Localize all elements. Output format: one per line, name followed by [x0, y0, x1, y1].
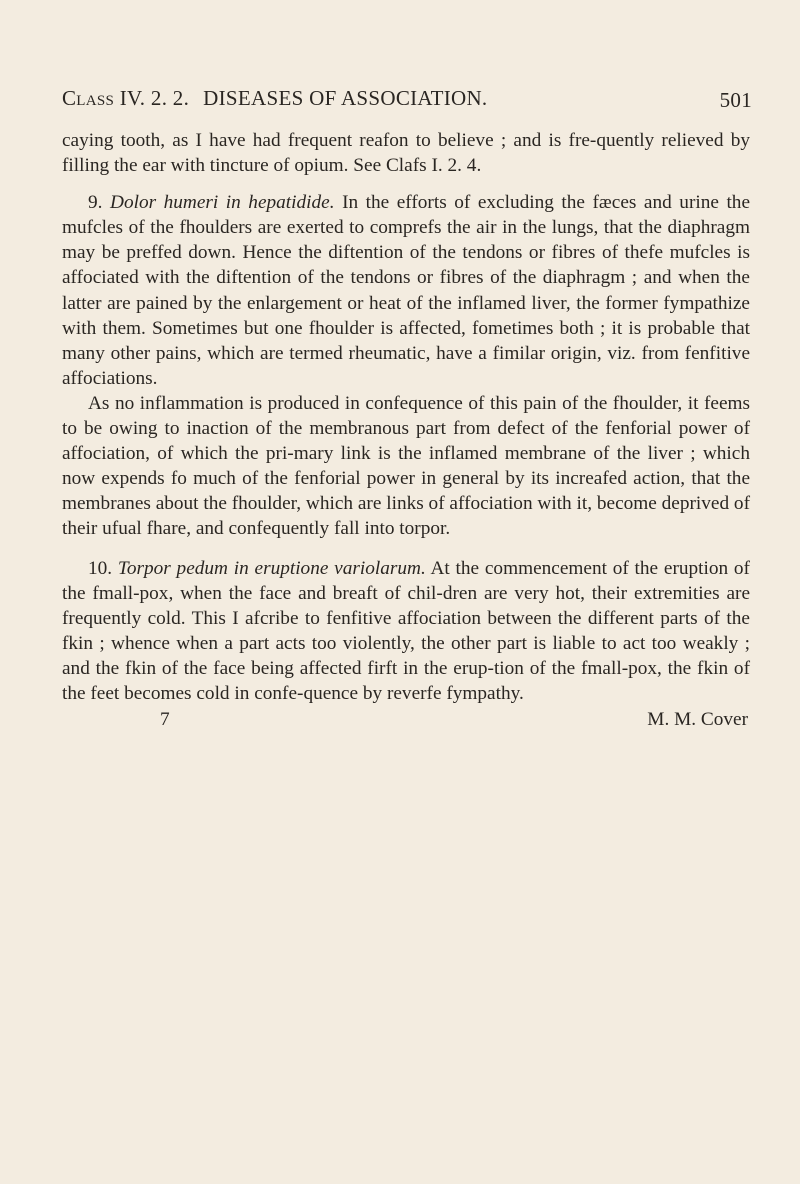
section-9-number: 9. — [88, 192, 103, 214]
section-10-title: Torpor pedum in eruptione variolarum. — [117, 557, 426, 579]
paragraph-continuation: caying tooth, as I have had frequent reafon to believe ; and is fre-quently relieved by filling the ear with tincture of opium. See Clafs I. 2. 4. — [62, 130, 750, 177]
page-body — [62, 128, 750, 733]
signature-mark: 7 — [160, 709, 170, 731]
section-9 — [62, 190, 750, 391]
page-number: 501 — [719, 88, 752, 112]
section-10-text: At the commencement of the eruption of the fmall-pox, when the face and breaft of chil-dren are very hot, their extremities are frequently cold. This I afcribe to fenfitive affociation between the different parts of the fkin ; whence when a part acts too violently, the other part is liable to act too weakly ; and the fkin of the face being affected firft in the erup-tion of the fmall-pox, the fkin of the feet becomes cold in confe-quence by reverfe fympathy. — [62, 557, 750, 704]
section-10-number: 10. — [88, 557, 113, 579]
paragraph-shoulder: As no inflammation is produced in confequence of this pain of the fhoulder, it feems to be owing to inaction of the membranous part from defect of the fenforial power of affociation, of which the pri-mary link is the inflamed membrane of the liver ; which now expends fo much of the fenforial power in general by its increafed action, that the membranes about the fhoulder, which are links of affociation with it, become deprived of their ufual fhare, and confequently fall into torpor. — [62, 392, 750, 540]
header-left — [62, 86, 487, 111]
section-9-title: Dolor humeri in hepatidide. — [110, 192, 335, 214]
class-label: Class IV. 2. 2. — [62, 86, 190, 110]
section-9-text: In the efforts of excluding the fæces and urine the mufcles of the fhoulders are exerted to comprefs the air in the lungs, that the diaphragm may be preffed down. Hence the diftention of the tendons or fibres of thefe mufcles is affociated with the diftention of the tendons or fibres of the diaphragm ; and when the latter are pained by the enlargement or heat of the inflamed liver, the former fympathize with them. Sometimes but one fhoulder is affected, fometimes both ; it is probable that many other pains, which are termed rheumatic, have a fimilar origin, viz. from fenfitive affociations. — [62, 192, 751, 389]
chapter-title: DISEASES OF ASSOCIATION. — [203, 86, 488, 110]
catchword: M. M. Cover — [647, 709, 748, 731]
page-footer — [62, 707, 750, 733]
section-10 — [62, 556, 750, 707]
running-header — [62, 86, 752, 118]
